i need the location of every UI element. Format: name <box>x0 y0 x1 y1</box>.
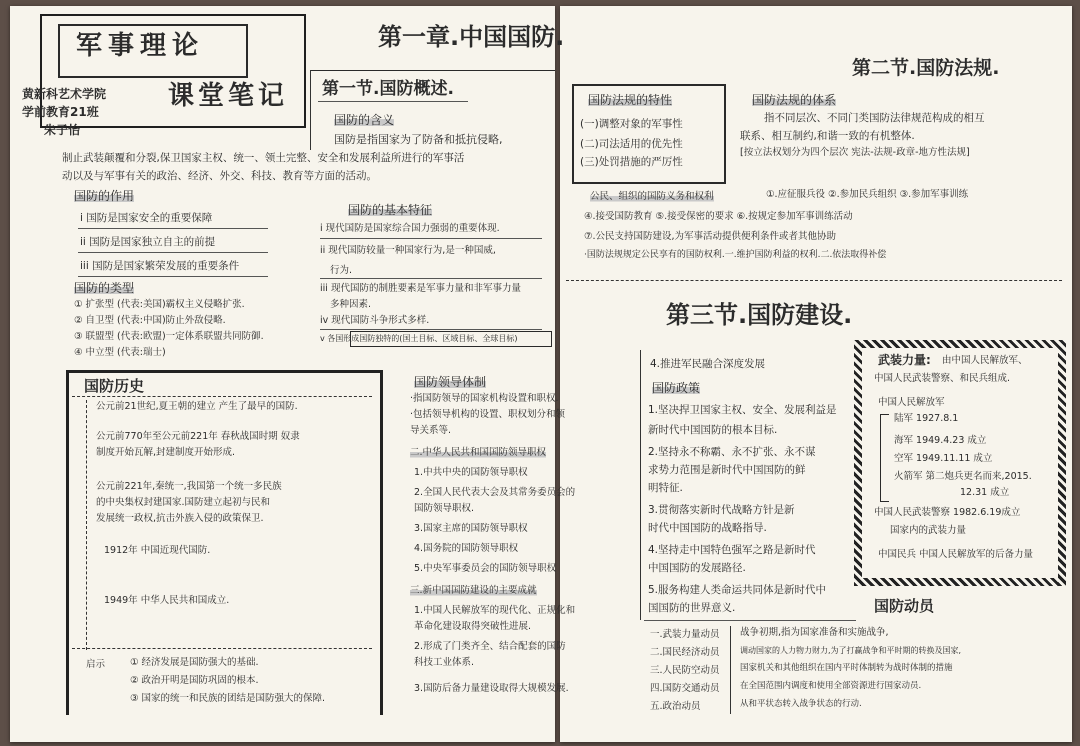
achv-4: 科技工业体系. <box>414 657 475 668</box>
basic-1: i 现代国防是国家综合国力强弱的重要体现. <box>320 223 500 234</box>
history-2: 公元前770年至公元前221年 春秋战国时期 奴隶 <box>96 431 300 442</box>
armed-note-2: 中国人民武装警察、和民兵组成. <box>874 373 1011 384</box>
policy-heading: 国防政策 <box>652 381 701 395</box>
role-1-underline <box>78 228 268 229</box>
role-3-underline <box>78 276 268 277</box>
basic-2: ii 现代国防较量一种国家行为,是一种国威, <box>320 245 496 256</box>
history-5: 的中央集权封建国家.国防建立起初与民和 <box>96 497 271 508</box>
mob-type-3: 三.人民防空动员 <box>650 665 720 676</box>
history-6: 发展统一政权,抗击外族入侵的政策保卫. <box>96 513 264 524</box>
pla-item-3: 空军 1949.11.11 成立 <box>894 453 993 464</box>
role-3: iii 国防是国家繁荣发展的重要条件 <box>80 260 240 272</box>
leadership-item-6: 5.中央军事委员会的国防领导职权 <box>414 563 557 574</box>
mobilization-heading: 国防动员 <box>874 597 935 615</box>
leadership-heading: 国防领导体制 <box>414 375 487 389</box>
policy-7: 时代中国国防的战略指导. <box>648 522 767 534</box>
basic-6-underline <box>320 329 542 330</box>
armed-heading: 武装力量: <box>878 353 931 367</box>
mob-type-1: 一.武装力量动员 <box>650 629 720 640</box>
mobilization-underline <box>644 620 856 621</box>
basic-3: 行为. <box>330 265 353 276</box>
history-right-bar <box>380 370 383 715</box>
history-title-rule <box>72 396 372 397</box>
sec3-top-item: 4.推进军民融合深度发展 <box>650 358 766 370</box>
achv-3: 2.形成了门类齐全、结合配套的国防 <box>414 641 566 652</box>
def-line2: 制止武装颠覆和分裂,保卫国家主权、统一、领土完整、安全和发展利益所进行的军事活 <box>62 152 465 164</box>
lesson-1: ① 经济发展是国防强大的基础. <box>130 657 259 668</box>
policy-8: 4.坚持走中国特色强军之路是新时代 <box>648 544 816 556</box>
policy-2: 新时代中国国防的根本目标. <box>648 424 778 436</box>
lesson-3: ③ 国家的统一和民族的团结是国防强大的保障. <box>130 693 326 704</box>
law-feature-1: (一)调整对象的军事性 <box>580 118 683 130</box>
leadership-item-4: 3.国家主席的国防领导职权 <box>414 523 528 534</box>
sec1-frame-left <box>310 70 311 150</box>
type-2: ② 自卫型 (代表:中国)防止外敌侵略. <box>74 315 226 326</box>
law-system-2: 联系、相互制约,和谐一致的有机整体. <box>740 130 915 142</box>
mob-type-2: 二.国民经济动员 <box>650 647 720 658</box>
armed-box-bottom <box>854 578 1066 586</box>
leadership-item-5: 4.国务院的国防领导职权 <box>414 543 519 554</box>
title-line1: 军事理论 <box>76 31 205 61</box>
leadership-item-3: 国防领导职权. <box>414 503 475 514</box>
mob-type-5: 五.政治动员 <box>650 701 701 712</box>
type-1: ① 扩张型 (代表:美国)霸权主义侵略扩张. <box>74 299 245 310</box>
history-title: 国防历史 <box>84 377 145 395</box>
class-name: 学前教育21班 <box>22 105 99 119</box>
duty-heading: 公民、组织的国防义务和权利 <box>590 191 714 202</box>
history-3: 制度开始瓦解,封建制度开始形成. <box>96 447 236 458</box>
law-system-3: [按立法权划分为四个层次 宪法-法规-政章-地方性法规] <box>740 147 970 158</box>
mob-desc-3: 国家机关和其他组织在国内平时体制转为战时体制的措施 <box>740 663 953 673</box>
pla-item-5: 12.31 成立 <box>960 487 1010 498</box>
basic-5: 多种因素. <box>330 299 372 310</box>
student-name: 朱子怡 <box>44 123 81 137</box>
lessons-heading: 启示 <box>86 659 106 670</box>
law-divider <box>566 280 1062 281</box>
lessons-rule <box>72 648 372 649</box>
role-2-underline <box>78 252 268 253</box>
mob-desc-5: 从和平状态转入战争状态的行动. <box>740 699 862 709</box>
mob-type-4: 四.国防交通动员 <box>650 683 720 694</box>
pla-bracket <box>880 414 889 502</box>
sec3-title: 第三节.国防建设. <box>666 301 853 329</box>
leadership-intro-3: 导关系等. <box>410 425 452 436</box>
history-timeline <box>86 400 88 650</box>
militia-line: 中国民兵 中国人民解放军的后备力量 <box>878 549 1034 560</box>
law-feature-3: (三)处罚措施的严厉性 <box>580 156 683 168</box>
armed-box-right <box>1058 340 1066 586</box>
basic-4: iii 现代国防的制胜要素是军事力量和非军事力量 <box>320 283 521 294</box>
sec2-title: 第二节.国防法规. <box>852 57 1000 79</box>
policy-5: 明特征. <box>648 482 683 494</box>
mob-desc-1: 战争初期,指为国家准备和实施战争, <box>740 627 889 638</box>
law-system-1: 指不同层次、不同门类国防法律规范构成的相互 <box>764 112 985 124</box>
achv-5: 3.国防后备力量建设取得大规模发展. <box>414 683 569 694</box>
duty-2: ④.接受国防教育 ⑤.接受保密的要求 ⑥.按规定参加军事训练活动 <box>584 211 853 222</box>
history-1: 公元前21世纪,夏王朝的建立 产生了最早的国防. <box>96 401 298 412</box>
law-features-heading: 国防法规的特性 <box>588 93 673 107</box>
role-2: ii 国防是国家独立自主的前提 <box>80 236 216 248</box>
policy-4: 求势力范围是新时代中国国防的鲜 <box>648 464 806 476</box>
pap-line-2: 国家内的武装力量 <box>890 525 967 536</box>
armed-box-left <box>854 340 862 586</box>
policy-3: 2.坚持永不称霸、永不扩张、永不谋 <box>648 446 816 458</box>
leadership-intro-2: ·包括领导机构的设置、职权划分和领 <box>410 409 566 420</box>
basic-6: iv 现代国防斗争形式多样. <box>320 315 430 326</box>
leadership-item-1: 1.中共中央的国防领导职权 <box>414 467 528 478</box>
sec1-underline <box>318 101 468 102</box>
lesson-2: ② 政治开明是国防巩固的根本. <box>130 675 259 686</box>
achv-1: 1.中国人民解放军的现代化、正规化和 <box>414 605 576 616</box>
chapter-title: 第一章.中国国防. <box>378 23 565 51</box>
policy-11: 国国防的世界意义. <box>648 602 736 614</box>
basic-7-box <box>350 331 552 347</box>
history-left-bar <box>66 370 69 715</box>
type-heading: 国防的类型 <box>74 281 135 295</box>
law-system-heading: 国防法规的体系 <box>752 93 837 107</box>
armed-note: 由中国人民解放军、 <box>942 355 1028 366</box>
def-line1: 国防是指国家为了防备和抵抗侵略, <box>334 133 503 146</box>
pla-item-4: 火箭军 第二炮兵更名而来,2015. <box>894 471 1032 482</box>
policy-10: 5.服务构建人类命运共同体是新时代中 <box>648 584 827 596</box>
policy-6: 3.贯彻落实新时代战略方针是新 <box>648 504 795 516</box>
mob-desc-4: 在全国范围内调度和使用全部资源进行国家动员. <box>740 681 922 691</box>
role-1: i 国防是国家安全的重要保障 <box>80 212 213 224</box>
school-name: 黄新科艺术学院 <box>22 87 107 101</box>
sec1-frame <box>310 70 555 71</box>
title-line2: 课堂笔记 <box>168 81 289 111</box>
def-line3: 动以及与军事有关的政治、经济、外交、科技、教育等方面的活动。 <box>62 170 377 182</box>
achv-heading: 三.新中国国防建设的主要成就 <box>410 585 537 596</box>
duty-3: ⑦.公民支持国防建设,为军事活动提供便利条件或者其他协助 <box>584 231 837 242</box>
type-4: ④ 中立型 (代表:瑞士) <box>74 347 166 358</box>
basic-1-underline <box>320 238 542 239</box>
basic-7: v 各国形成国防独特的(国土目标、区域目标、全球目标) <box>320 334 518 343</box>
mob-desc-2: 调动国家的人力物力财力,为了打赢战争和平时期的转换及国家, <box>740 646 962 655</box>
history-7: 1912年 中国近现代国防. <box>104 545 211 556</box>
duty-4: ·国防法规规定公民享有的国防权利.一.维护国防利益的权利.二.依法取得补偿 <box>584 250 887 260</box>
basic-heading: 国防的基本特征 <box>348 203 433 217</box>
def-heading: 国防的含义 <box>334 113 395 127</box>
history-8: 1949年 中华人民共和国成立. <box>104 595 230 606</box>
policy-margin-line <box>640 350 641 620</box>
policy-9: 中国国防的发展路径. <box>648 562 746 574</box>
basic-2-underline <box>320 278 542 279</box>
policy-1: 1.坚决捍卫国家主权、安全、发展利益是 <box>648 404 837 416</box>
armed-box-top <box>854 340 1066 348</box>
sec1-title: 第一节.国防概述. <box>322 79 454 99</box>
history-4: 公元前221年,秦统一,我国第一个统一多民族 <box>96 481 282 492</box>
pla-heading: 中国人民解放军 <box>878 397 945 408</box>
mobilization-divider <box>730 626 731 714</box>
pap-line: 中国人民武装警察 1982.6.19成立 <box>874 507 1021 518</box>
role-heading: 国防的作用 <box>74 189 135 203</box>
duty-1: ①.应征服兵役 ②.参加民兵组织 ③.参加军事训练 <box>766 189 969 200</box>
pla-item-2: 海军 1949.4.23 成立 <box>894 435 987 446</box>
law-feature-2: (二)司法适用的优先性 <box>580 138 683 150</box>
leadership-item-2: 2.全国人民代表大会及其常务委员会的 <box>414 487 576 498</box>
leadership-sub: 二.中华人民共和国国防领导职权 <box>410 447 547 458</box>
achv-2: 革命化建设取得突破性进展. <box>414 621 532 632</box>
pla-item-1: 陆军 1927.8.1 <box>894 413 959 424</box>
history-top-bar <box>66 370 382 373</box>
type-3: ③ 联盟型 (代表:欧盟)一定体系联盟共同防御. <box>74 331 264 342</box>
leadership-intro-1: ·指国防领导的国家机构设置和职权. <box>410 393 559 404</box>
